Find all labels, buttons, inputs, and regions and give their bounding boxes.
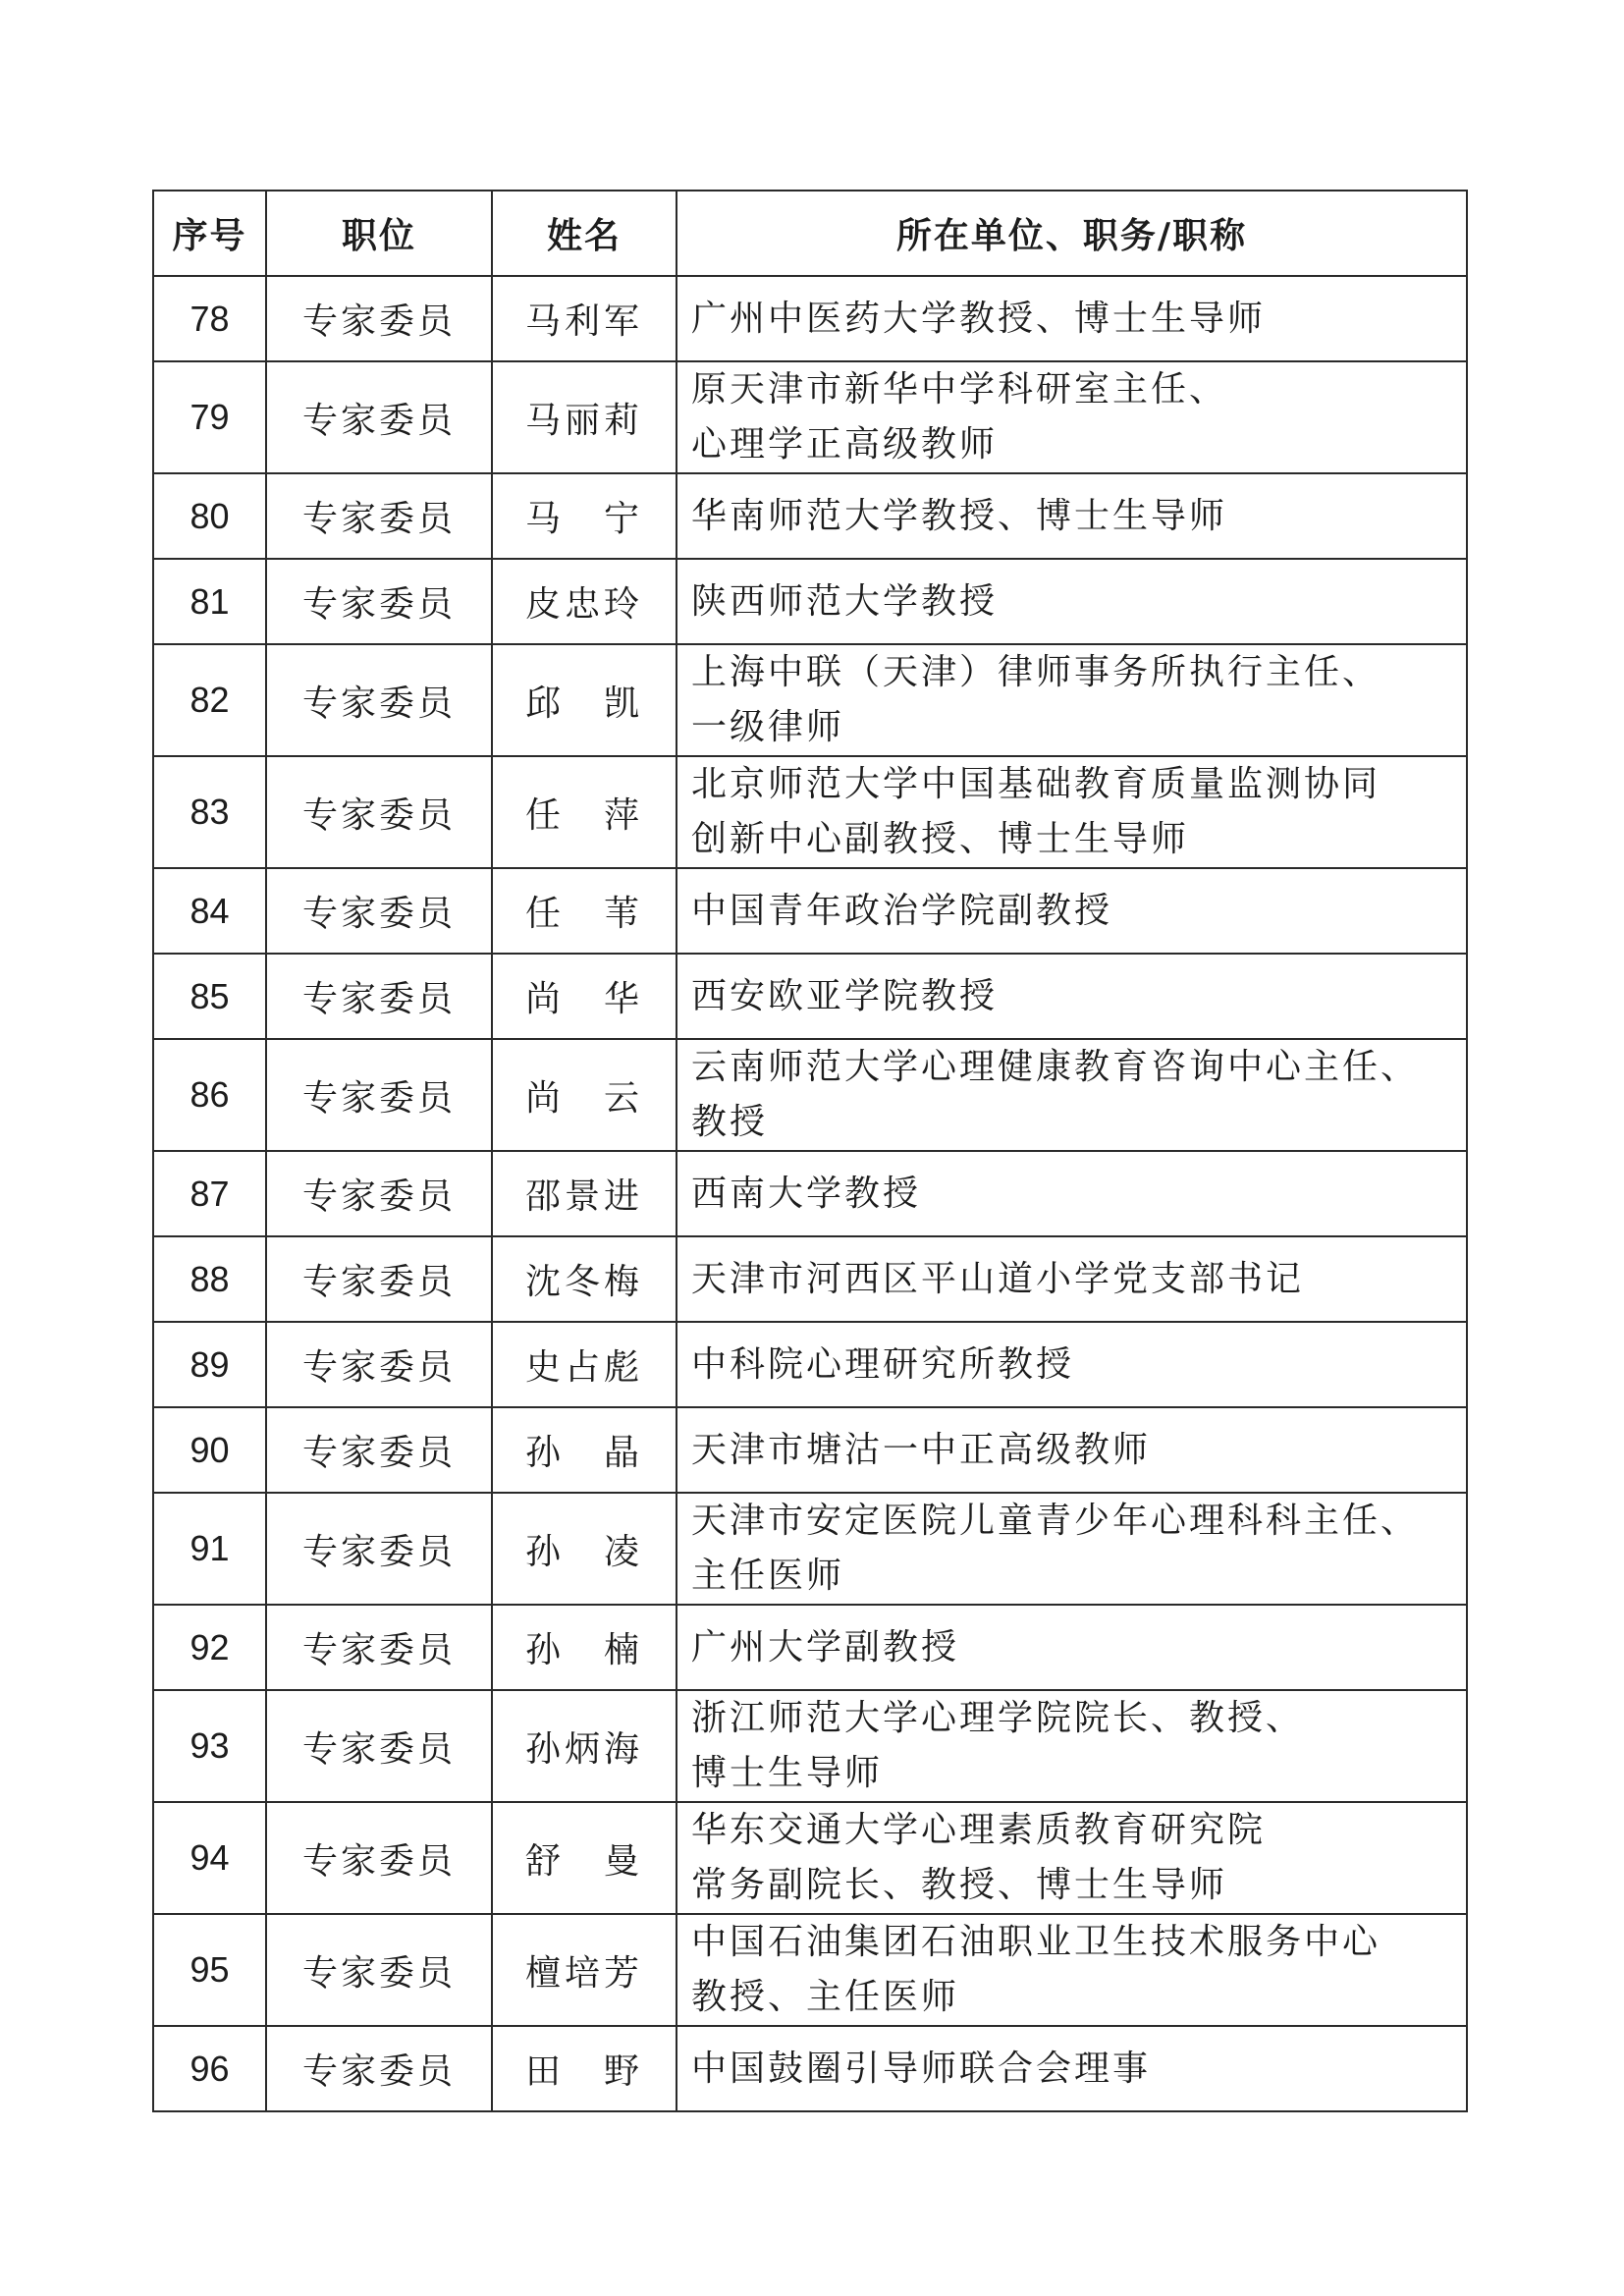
- unit-line: 常务副院长、教授、博士生导师: [691, 1865, 1228, 1905]
- unit-line: 云南师范大学心理健康教育咨询中心主任、: [691, 1047, 1420, 1087]
- unit-line: 教授、主任医师: [691, 1977, 960, 2017]
- unit-line: 西安欧亚学院教授: [691, 975, 999, 1016]
- row-position: 专家委员: [266, 1605, 492, 1690]
- row-position: 专家委员: [266, 1802, 492, 1914]
- table-body: [153, 276, 1467, 2111]
- row-position: 专家委员: [266, 1493, 492, 1605]
- row-position: 专家委员: [266, 1039, 492, 1151]
- table-row: [153, 473, 1467, 559]
- row-unit: [677, 1151, 1467, 1236]
- header-position: 职位: [266, 191, 492, 276]
- row-position: 专家委员: [266, 1151, 492, 1236]
- row-unit: [677, 1802, 1467, 1914]
- row-name: 尚 云: [492, 1039, 677, 1151]
- table-row: [153, 276, 1467, 361]
- row-number: 87: [153, 1151, 266, 1236]
- unit-line: 北京师范大学中国基础教育质量监测协同: [691, 764, 1381, 804]
- table-row: [153, 868, 1467, 954]
- unit-line: 华南师范大学教授、博士生导师: [691, 495, 1228, 536]
- row-position: 专家委员: [266, 1914, 492, 2026]
- table-row: [153, 1914, 1467, 2026]
- row-unit: [677, 954, 1467, 1039]
- unit-line: 创新中心副教授、博士生导师: [691, 819, 1190, 859]
- row-number: 95: [153, 1914, 266, 2026]
- table-row: [153, 954, 1467, 1039]
- unit-line: 西南大学教授: [691, 1173, 922, 1214]
- row-unit: [677, 868, 1467, 954]
- row-number: 94: [153, 1802, 266, 1914]
- table-row: [153, 756, 1467, 868]
- row-name: 邱 凯: [492, 644, 677, 756]
- row-name: 马丽莉: [492, 361, 677, 473]
- row-name: 史占彪: [492, 1322, 677, 1407]
- row-unit: [677, 361, 1467, 473]
- row-name: 檀培芳: [492, 1914, 677, 2026]
- unit-line: 教授: [691, 1102, 769, 1142]
- row-unit: [677, 2026, 1467, 2111]
- row-name: 任 萍: [492, 756, 677, 868]
- member-table-container: [152, 190, 1466, 2112]
- table-row: [153, 1690, 1467, 1802]
- row-name: 田 野: [492, 2026, 677, 2111]
- table-row: [153, 1236, 1467, 1322]
- unit-line: 中国青年政治学院副教授: [691, 890, 1113, 931]
- row-unit: [677, 473, 1467, 559]
- row-name: 马 宁: [492, 473, 677, 559]
- row-unit: [677, 1914, 1467, 2026]
- unit-line: 中国鼓圈引导师联合会理事: [691, 2048, 1152, 2089]
- row-name: 沈冬梅: [492, 1236, 677, 1322]
- row-name: 邵景进: [492, 1151, 677, 1236]
- row-number: 79: [153, 361, 266, 473]
- expert-member-table: [152, 190, 1468, 2112]
- unit-line: 上海中联（天津）律师事务所执行主任、: [691, 652, 1381, 692]
- row-number: 91: [153, 1493, 266, 1605]
- row-unit: [677, 276, 1467, 361]
- row-unit: [677, 1322, 1467, 1407]
- row-position: 专家委员: [266, 559, 492, 644]
- unit-line: 华东交通大学心理素质教育研究院: [691, 1810, 1267, 1850]
- row-position: 专家委员: [266, 276, 492, 361]
- unit-line: 一级律师: [691, 707, 845, 747]
- row-number: 85: [153, 954, 266, 1039]
- row-number: 92: [153, 1605, 266, 1690]
- row-position: 专家委员: [266, 1322, 492, 1407]
- row-number: 81: [153, 559, 266, 644]
- row-name: 孙 晶: [492, 1407, 677, 1493]
- header-name: 姓名: [492, 191, 677, 276]
- row-position: 专家委员: [266, 2026, 492, 2111]
- row-name: 马利军: [492, 276, 677, 361]
- row-number: 88: [153, 1236, 266, 1322]
- table-row: [153, 1151, 1467, 1236]
- row-name: 舒 曼: [492, 1802, 677, 1914]
- row-unit: [677, 1690, 1467, 1802]
- unit-line: 广州中医药大学教授、博士生导师: [691, 298, 1267, 339]
- row-name: 孙炳海: [492, 1690, 677, 1802]
- table-row: [153, 1493, 1467, 1605]
- row-position: 专家委员: [266, 473, 492, 559]
- table-row: [153, 2026, 1467, 2111]
- header-unit: 所在单位、职务/职称: [677, 191, 1467, 276]
- row-position: 专家委员: [266, 868, 492, 954]
- table-row: [153, 1039, 1467, 1151]
- row-position: 专家委员: [266, 1690, 492, 1802]
- row-number: 83: [153, 756, 266, 868]
- table-row: [153, 1605, 1467, 1690]
- row-position: 专家委员: [266, 1407, 492, 1493]
- table-row: [153, 1407, 1467, 1493]
- unit-line: 浙江师范大学心理学院院长、教授、: [691, 1698, 1305, 1738]
- row-number: 84: [153, 868, 266, 954]
- row-unit: [677, 1236, 1467, 1322]
- unit-line: 陕西师范大学教授: [691, 580, 999, 622]
- row-number: 90: [153, 1407, 266, 1493]
- unit-line: 主任医师: [691, 1556, 845, 1596]
- row-number: 82: [153, 644, 266, 756]
- row-number: 80: [153, 473, 266, 559]
- row-unit: [677, 559, 1467, 644]
- table-row: [153, 1322, 1467, 1407]
- table-row: [153, 559, 1467, 644]
- unit-line: 天津市塘沽一中正高级教师: [691, 1429, 1152, 1470]
- table-header-row: [153, 191, 1467, 276]
- row-number: 96: [153, 2026, 266, 2111]
- row-unit: [677, 1493, 1467, 1605]
- unit-line: 天津市河西区平山道小学党支部书记: [691, 1258, 1305, 1299]
- table-row: [153, 644, 1467, 756]
- unit-line: 博士生导师: [691, 1753, 884, 1793]
- row-name: 任 苇: [492, 868, 677, 954]
- row-name: 尚 华: [492, 954, 677, 1039]
- header-number: 序号: [153, 191, 266, 276]
- unit-line: 中科院心理研究所教授: [691, 1343, 1075, 1385]
- row-position: 专家委员: [266, 361, 492, 473]
- row-unit: [677, 1605, 1467, 1690]
- row-name: 皮忠玲: [492, 559, 677, 644]
- row-position: 专家委员: [266, 756, 492, 868]
- unit-line: 心理学正高级教师: [691, 424, 999, 465]
- row-name: 孙 楠: [492, 1605, 677, 1690]
- row-number: 86: [153, 1039, 266, 1151]
- row-position: 专家委员: [266, 954, 492, 1039]
- unit-line: 广州大学副教授: [691, 1626, 960, 1667]
- row-number: 89: [153, 1322, 266, 1407]
- row-name: 孙 凌: [492, 1493, 677, 1605]
- unit-line: 天津市安定医院儿童青少年心理科科主任、: [691, 1501, 1420, 1541]
- row-unit: [677, 644, 1467, 756]
- row-unit: [677, 1407, 1467, 1493]
- table-row: [153, 1802, 1467, 1914]
- row-position: 专家委员: [266, 644, 492, 756]
- row-unit: [677, 756, 1467, 868]
- unit-line: 中国石油集团石油职业卫生技术服务中心: [691, 1922, 1381, 1962]
- row-number: 78: [153, 276, 266, 361]
- table-row: [153, 361, 1467, 473]
- row-position: 专家委员: [266, 1236, 492, 1322]
- row-unit: [677, 1039, 1467, 1151]
- unit-line: 原天津市新华中学科研室主任、: [691, 369, 1228, 410]
- row-number: 93: [153, 1690, 266, 1802]
